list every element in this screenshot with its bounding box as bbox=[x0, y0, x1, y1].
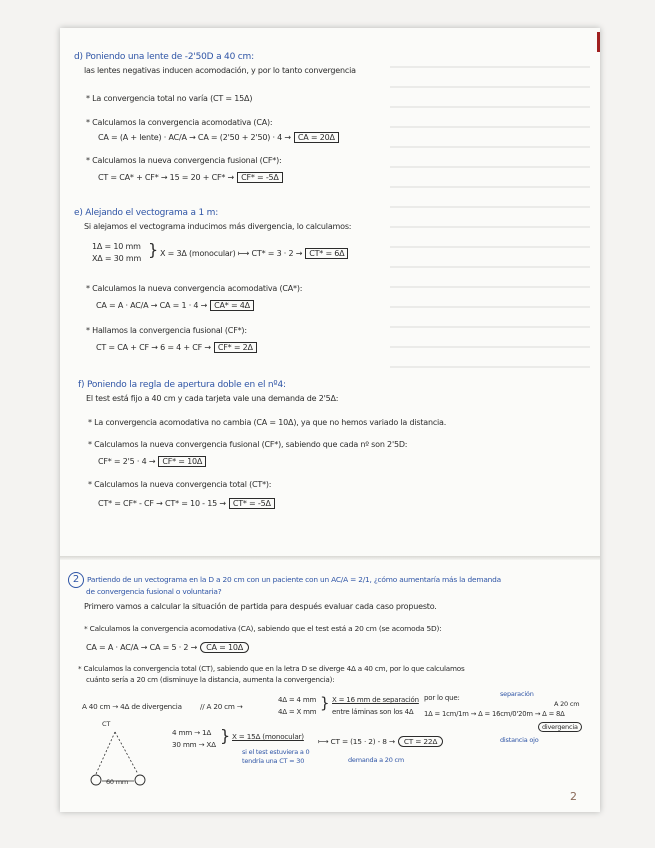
section-f-intro: El test está fijo a 40 cm y cada tarjeta vale una demanda de 2'5Δ: bbox=[86, 394, 339, 403]
calc-16mm: X = 16 mm de separación bbox=[332, 696, 419, 704]
section-2-title-line-1 bbox=[68, 572, 501, 588]
calc-delta-formula: 1Δ = 1cm/1m → Δ = 16cm/0'20m → Δ = 8Δ bbox=[424, 710, 565, 718]
page-number: 2 bbox=[570, 790, 577, 803]
section-2-intro: Primero vamos a calcular la situación de partida para después evaluar cada caso propuesto. bbox=[84, 602, 437, 611]
section-e-equation-2 bbox=[96, 300, 254, 311]
proportion-line-1: 1Δ = 10 mm bbox=[92, 242, 141, 251]
brace-glyph: } bbox=[220, 726, 231, 745]
diag-4mm: 4 mm → 1Δ bbox=[172, 728, 212, 737]
brace-glyph: } bbox=[320, 694, 330, 712]
section-d-intro: las lentes negativas inducen acomodación, y por lo tanto convergencia bbox=[84, 66, 356, 75]
section-f-bullet-2: * Calculamos la nueva convergencia fusional (CF*), sabiendo que cada nº son 2'5D: bbox=[88, 440, 408, 449]
calc-laminas: entre láminas son los 4Δ bbox=[332, 708, 414, 716]
boxed-result: CF* = 2Δ bbox=[214, 342, 257, 353]
section-f-equation-3 bbox=[98, 498, 275, 509]
sight-line-right bbox=[115, 732, 138, 774]
section-d-equation-2 bbox=[98, 132, 339, 143]
boxed-result: CA* = 4Δ bbox=[210, 300, 254, 311]
notebook-page bbox=[60, 28, 600, 812]
sight-line-left bbox=[96, 732, 115, 774]
right-eye-circle bbox=[135, 775, 145, 785]
equation-text: ⟼ CT = (15 · 2) - 8 → bbox=[318, 737, 395, 746]
section-d-equation-3 bbox=[98, 172, 283, 183]
equation-text: CF* = 2'5 · 4 → bbox=[98, 457, 156, 466]
boxed-result: CA = 20Δ bbox=[294, 132, 339, 143]
circled-result: CA = 10Δ bbox=[200, 642, 249, 653]
section-d-title: d) Poniendo una lente de -2'50D a 40 cm: bbox=[74, 52, 254, 62]
section-2-title-line-2: de convergencia fusional o voluntaria? bbox=[86, 587, 222, 596]
section-f-equation-2 bbox=[98, 456, 206, 467]
brace-glyph: } bbox=[148, 240, 159, 259]
section-e-equation-1 bbox=[160, 248, 348, 259]
equation-text: X = 3Δ (monocular) ⟼ CT* = 3 · 2 → bbox=[160, 249, 303, 258]
note-test-a-0: si el test estuviera a 0 bbox=[242, 748, 310, 756]
page-fold-divider bbox=[60, 556, 600, 560]
equation-text: CT = CA* + CF* → 15 = 20 + CF* → bbox=[98, 173, 235, 182]
proportion-line-2: XΔ = 30 mm bbox=[92, 254, 142, 263]
diagram-60mm: 60 mm bbox=[106, 778, 129, 786]
note-demanda-20cm: demanda a 20 cm bbox=[348, 756, 405, 764]
section-2-bullet-2-line-1: * Calculamos la convergencia total (CT), sabiendo que en la letra D se diverge 4Δ a 40 cm, por lo que calculamos bbox=[78, 664, 465, 673]
title-text: Partiendo de un vectograma en la D a 20 cm con un paciente con un AC/A = 2/1, ¿cómo aumentaría más la demanda bbox=[87, 575, 501, 584]
diag-30mm: 30 mm → XΔ bbox=[172, 740, 216, 749]
section-e-intro: Si alejamos el vectograma inducimos más divergencia, lo calculamos: bbox=[84, 222, 352, 231]
calc-40cm: A 40 cm → 4Δ de divergencia bbox=[82, 702, 182, 711]
bleed-through-lines bbox=[390, 48, 590, 548]
note-separacion: separación bbox=[500, 690, 534, 698]
diag-15-delta: X = 15Δ (monocular) bbox=[232, 732, 304, 741]
left-eye-circle bbox=[91, 775, 101, 785]
section-2-bullet-2-line-2: cuánto sería a 20 cm (disminuye la distancia, aumenta la convergencia): bbox=[86, 675, 335, 684]
section-e-bullet-3: * Hallamos la convergencia fusional (CF*): bbox=[86, 326, 247, 335]
boxed-result: CT* = -5Δ bbox=[229, 498, 275, 509]
equation-text: CA = A · AC/A → CA = 5 · 2 → bbox=[86, 643, 198, 652]
section-f-bullet-3: * Calculamos la nueva convergencia total (CT*): bbox=[88, 480, 272, 489]
circled-result: CT = 22Δ bbox=[398, 736, 443, 747]
note-distancia-ojo: distancia ojo bbox=[500, 736, 539, 744]
calc-4mm: 4Δ = 4 mm bbox=[278, 696, 317, 704]
section-2-equation-1 bbox=[86, 642, 249, 653]
note-divergencia: divergencia bbox=[538, 722, 582, 732]
calc-por-lo-que: por lo que: bbox=[424, 694, 460, 702]
note-ct-30: tendría una CT = 30 bbox=[242, 757, 305, 765]
boxed-result: CF* = -5Δ bbox=[237, 172, 283, 183]
note-a-20cm: A 20 cm bbox=[554, 700, 580, 708]
section-d-bullet-3: * Calculamos la nueva convergencia fusional (CF*): bbox=[86, 156, 282, 165]
section-2-bullet-1: * Calculamos la convergencia acomodativa (CA), sabiendo que el test está a 20 cm (se acomoda 5D): bbox=[84, 624, 442, 633]
section-e-bullet-2: * Calculamos la nueva convergencia acomodativa (CA*): bbox=[86, 284, 303, 293]
boxed-result: CF* = 10Δ bbox=[158, 456, 206, 467]
section-e-equation-3 bbox=[96, 342, 257, 353]
equation-text: CT = CA + CF → 6 = 4 + CF → bbox=[96, 343, 211, 352]
section-d-bullet-1: * La convergencia total no varía (CT = 15Δ) bbox=[86, 94, 253, 103]
section-f-title: f) Poniendo la regla de apertura doble en el nº4: bbox=[78, 380, 286, 390]
equation-text: CA = (A + lente) · AC/A → CA = (2'50 + 2'50) · 4 → bbox=[98, 133, 291, 142]
equation-text: CT* = CF* - CF → CT* = 10 - 15 → bbox=[98, 499, 226, 508]
boxed-result: CT* = 6Δ bbox=[305, 248, 348, 259]
section-f-bullet-1: * La convergencia acomodativa no cambia (CA = 10Δ), ya que no hemos variado la distancia. bbox=[88, 418, 447, 427]
calc-20cm: // A 20 cm → bbox=[200, 702, 243, 711]
page-edge-mark bbox=[597, 32, 600, 52]
section-2-equation-3 bbox=[318, 736, 443, 747]
exercise-number: 2 bbox=[68, 572, 84, 588]
equation-text: CA = A · AC/A → CA = 1 · 4 → bbox=[96, 301, 208, 310]
section-e-title: e) Alejando el vectograma a 1 m: bbox=[74, 208, 219, 218]
diagram-ct-label: CT bbox=[102, 720, 111, 728]
section-d-bullet-2: * Calculamos la convergencia acomodativa (CA): bbox=[86, 118, 273, 127]
calc-xmm: 4Δ = X mm bbox=[278, 708, 317, 716]
